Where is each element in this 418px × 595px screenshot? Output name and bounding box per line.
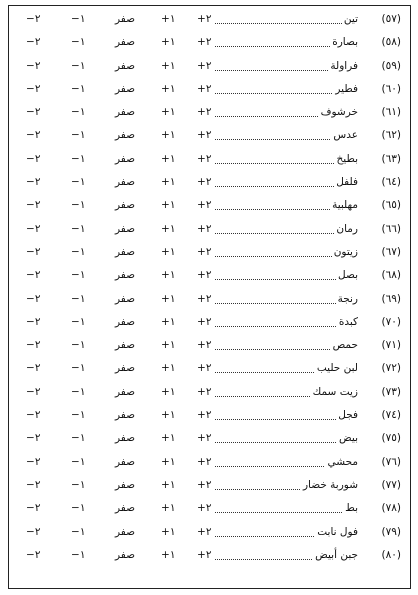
list-item [8, 311, 411, 334]
list-item [8, 521, 411, 544]
food-name: شوربة خضار [301, 474, 358, 497]
option-plus-two: +٢ [197, 36, 212, 49]
list-item [8, 241, 411, 264]
list-item [8, 404, 411, 427]
option-zero: صفر [115, 106, 136, 119]
list-item [8, 8, 411, 31]
dotted-leader [215, 256, 348, 257]
dotted-leader [215, 163, 348, 164]
option-zero: صفر [115, 432, 136, 445]
list-item [8, 334, 411, 357]
food-name: فجل [336, 404, 358, 427]
item-number: (٦٢) [381, 129, 401, 142]
list-item [8, 497, 411, 520]
list-item [8, 381, 411, 404]
option-zero: صفر [115, 152, 136, 165]
item-number: (٧٤) [381, 409, 401, 422]
list-item [8, 288, 411, 311]
option-minus-two: −٢ [26, 106, 41, 119]
option-plus-one: +١ [161, 245, 176, 258]
item-number: (٧٧) [381, 478, 401, 491]
food-name: حمص [331, 334, 358, 357]
option-plus-one: +١ [161, 59, 176, 72]
option-zero: صفر [115, 525, 136, 538]
option-zero: صفر [115, 292, 136, 305]
option-plus-one: +١ [161, 13, 176, 25]
option-minus-one: −١ [71, 409, 86, 422]
option-minus-two: −٢ [26, 409, 41, 422]
option-minus-two: −٢ [26, 59, 41, 72]
option-minus-two: −٢ [26, 315, 41, 328]
option-plus-two: +٢ [197, 245, 212, 258]
option-minus-one: −١ [71, 82, 86, 95]
dotted-leader [215, 326, 348, 327]
dotted-leader [215, 93, 348, 94]
option-plus-one: +١ [161, 315, 176, 328]
option-minus-one: −١ [71, 36, 86, 49]
list-item [8, 218, 411, 241]
option-plus-one: +١ [161, 525, 176, 538]
option-zero: صفر [115, 13, 136, 25]
option-minus-two: −٢ [26, 478, 41, 491]
option-plus-one: +١ [161, 129, 176, 142]
list-item [8, 148, 411, 171]
list-item [8, 474, 411, 497]
food-name: فطير [333, 78, 358, 101]
item-number: (٧٣) [381, 385, 401, 398]
option-plus-one: +١ [161, 455, 176, 468]
food-name: بطيخ [335, 148, 358, 171]
dotted-leader [215, 279, 348, 280]
option-minus-one: −١ [71, 525, 86, 538]
option-minus-two: −٢ [26, 385, 41, 398]
item-number: (٨٠) [381, 548, 401, 561]
food-name: لبن حليب [315, 357, 358, 380]
option-plus-two: +٢ [197, 176, 212, 189]
food-name: جبن أبيض [313, 544, 358, 567]
option-minus-one: −١ [71, 245, 86, 258]
dotted-leader [215, 512, 348, 513]
item-number: (٦٠) [381, 82, 401, 95]
option-minus-two: −٢ [26, 269, 41, 282]
option-minus-one: −١ [71, 152, 86, 165]
list-item [8, 194, 411, 217]
option-zero: صفر [115, 362, 136, 375]
option-plus-one: +١ [161, 362, 176, 375]
option-minus-two: −٢ [26, 13, 41, 25]
item-number: (٥٨) [381, 36, 401, 49]
option-minus-one: −١ [71, 478, 86, 491]
food-rating-list [8, 8, 411, 567]
item-number: (٧٦) [381, 455, 401, 468]
food-name: مهلبية [330, 194, 358, 217]
option-plus-one: +١ [161, 106, 176, 119]
dotted-leader [215, 442, 348, 443]
option-plus-two: +٢ [197, 199, 212, 212]
option-minus-two: −٢ [26, 245, 41, 258]
option-minus-one: −١ [71, 339, 86, 352]
option-minus-one: −١ [71, 362, 86, 375]
option-zero: صفر [115, 315, 136, 328]
item-number: (٧٨) [381, 502, 401, 515]
option-plus-two: +٢ [197, 82, 212, 95]
option-plus-two: +٢ [197, 432, 212, 445]
option-minus-two: −٢ [26, 152, 41, 165]
food-name: فلفل [334, 171, 358, 194]
option-zero: صفر [115, 269, 136, 282]
list-item [8, 544, 411, 567]
option-minus-two: −٢ [26, 36, 41, 49]
item-number: (٦٨) [381, 269, 401, 282]
option-plus-one: +١ [161, 269, 176, 282]
option-zero: صفر [115, 548, 136, 561]
item-number: (٥٧) [381, 13, 401, 25]
option-minus-two: −٢ [26, 222, 41, 235]
option-minus-one: −١ [71, 222, 86, 235]
list-item [8, 427, 411, 450]
option-plus-one: +١ [161, 478, 176, 491]
dotted-leader [215, 139, 348, 140]
option-minus-two: −٢ [26, 548, 41, 561]
dotted-leader [215, 303, 348, 304]
item-number: (٦٦) [381, 222, 401, 235]
option-plus-two: +٢ [197, 269, 212, 282]
option-minus-two: −٢ [26, 292, 41, 305]
option-minus-two: −٢ [26, 176, 41, 189]
option-plus-two: +٢ [197, 362, 212, 375]
option-plus-two: +٢ [197, 409, 212, 422]
option-zero: صفر [115, 385, 136, 398]
item-number: (٥٩) [381, 59, 401, 72]
option-minus-one: −١ [71, 292, 86, 305]
item-number: (٦٧) [381, 245, 401, 258]
option-minus-one: −١ [71, 432, 86, 445]
option-minus-one: −١ [71, 502, 86, 515]
option-minus-two: −٢ [26, 199, 41, 212]
option-plus-two: +٢ [197, 222, 212, 235]
option-zero: صفر [115, 245, 136, 258]
item-number: (٧٥) [381, 432, 401, 445]
food-name: فراولة [328, 55, 358, 78]
option-plus-one: +١ [161, 502, 176, 515]
option-minus-one: −١ [71, 129, 86, 142]
option-minus-one: −١ [71, 548, 86, 561]
option-plus-one: +١ [161, 385, 176, 398]
option-minus-two: −٢ [26, 502, 41, 515]
food-name: كبدة [337, 311, 358, 334]
option-plus-one: +١ [161, 292, 176, 305]
option-plus-two: +٢ [197, 525, 212, 538]
option-zero: صفر [115, 409, 136, 422]
option-zero: صفر [115, 339, 136, 352]
list-item [8, 55, 411, 78]
food-name: خرشوف [319, 101, 358, 124]
option-minus-two: −٢ [26, 455, 41, 468]
list-item [8, 357, 411, 380]
option-minus-two: −٢ [26, 362, 41, 375]
list-item [8, 124, 411, 147]
option-plus-one: +١ [161, 36, 176, 49]
option-plus-two: +٢ [197, 59, 212, 72]
option-plus-two: +٢ [197, 455, 212, 468]
food-name: بط [343, 497, 358, 520]
food-name: بصل [336, 264, 358, 287]
option-plus-one: +١ [161, 176, 176, 189]
food-name: زيت سمك [311, 381, 358, 404]
list-item [8, 78, 411, 101]
dotted-leader [215, 419, 348, 420]
dotted-leader [215, 23, 348, 24]
option-plus-one: +١ [161, 339, 176, 352]
option-zero: صفر [115, 59, 136, 72]
option-minus-one: −١ [71, 269, 86, 282]
item-number: (٧٢) [381, 362, 401, 375]
list-item [8, 171, 411, 194]
option-plus-two: +٢ [197, 339, 212, 352]
dotted-leader [215, 349, 348, 350]
list-item [8, 451, 411, 474]
food-name: رمان [334, 218, 358, 241]
dotted-leader [215, 209, 348, 210]
food-name: زيتون [332, 241, 358, 264]
option-plus-one: +١ [161, 199, 176, 212]
option-plus-two: +٢ [197, 548, 212, 561]
item-number: (٦٥) [381, 199, 401, 212]
option-zero: صفر [115, 455, 136, 468]
option-minus-one: −١ [71, 315, 86, 328]
food-name: تين [342, 8, 358, 31]
option-zero: صفر [115, 502, 136, 515]
list-item [8, 31, 411, 54]
option-plus-two: +٢ [197, 292, 212, 305]
item-number: (٧٩) [381, 525, 401, 538]
item-number: (٧٠) [381, 315, 401, 328]
item-number: (٦٣) [381, 152, 401, 165]
option-plus-two: +٢ [197, 478, 212, 491]
dotted-leader [215, 233, 348, 234]
list-item [8, 264, 411, 287]
food-name: بصارة [330, 31, 358, 54]
option-minus-one: −١ [71, 59, 86, 72]
option-minus-two: −٢ [26, 339, 41, 352]
option-minus-two: −٢ [26, 432, 41, 445]
option-minus-one: −١ [71, 106, 86, 119]
option-plus-two: +٢ [197, 152, 212, 165]
option-minus-one: −١ [71, 199, 86, 212]
option-plus-one: +١ [161, 409, 176, 422]
option-zero: صفر [115, 222, 136, 235]
food-name: بيض [337, 427, 358, 450]
food-name: رنجة [336, 288, 358, 311]
option-zero: صفر [115, 478, 136, 491]
option-minus-two: −٢ [26, 525, 41, 538]
option-zero: صفر [115, 129, 136, 142]
option-zero: صفر [115, 199, 136, 212]
option-zero: صفر [115, 82, 136, 95]
dotted-leader [215, 186, 348, 187]
option-minus-two: −٢ [26, 82, 41, 95]
option-plus-two: +٢ [197, 106, 212, 119]
option-plus-one: +١ [161, 82, 176, 95]
option-plus-two: +٢ [197, 502, 212, 515]
option-minus-one: −١ [71, 13, 86, 25]
option-plus-one: +١ [161, 432, 176, 445]
option-plus-two: +٢ [197, 315, 212, 328]
option-zero: صفر [115, 176, 136, 189]
option-minus-one: −١ [71, 455, 86, 468]
food-name: فول نابت [315, 521, 358, 544]
item-number: (٦٤) [381, 176, 401, 189]
option-minus-two: −٢ [26, 129, 41, 142]
list-item [8, 101, 411, 124]
item-number: (٦٩) [381, 292, 401, 305]
item-number: (٦١) [381, 106, 401, 119]
option-plus-two: +٢ [197, 13, 212, 25]
option-plus-one: +١ [161, 548, 176, 561]
food-name: محشي [325, 451, 358, 474]
option-plus-one: +١ [161, 152, 176, 165]
dotted-leader [215, 46, 348, 47]
item-number: (٧١) [381, 339, 401, 352]
option-zero: صفر [115, 36, 136, 49]
option-plus-one: +١ [161, 222, 176, 235]
option-plus-two: +٢ [197, 129, 212, 142]
option-minus-one: −١ [71, 385, 86, 398]
option-minus-one: −١ [71, 176, 86, 189]
option-plus-two: +٢ [197, 385, 212, 398]
food-name: عدس [331, 124, 358, 147]
